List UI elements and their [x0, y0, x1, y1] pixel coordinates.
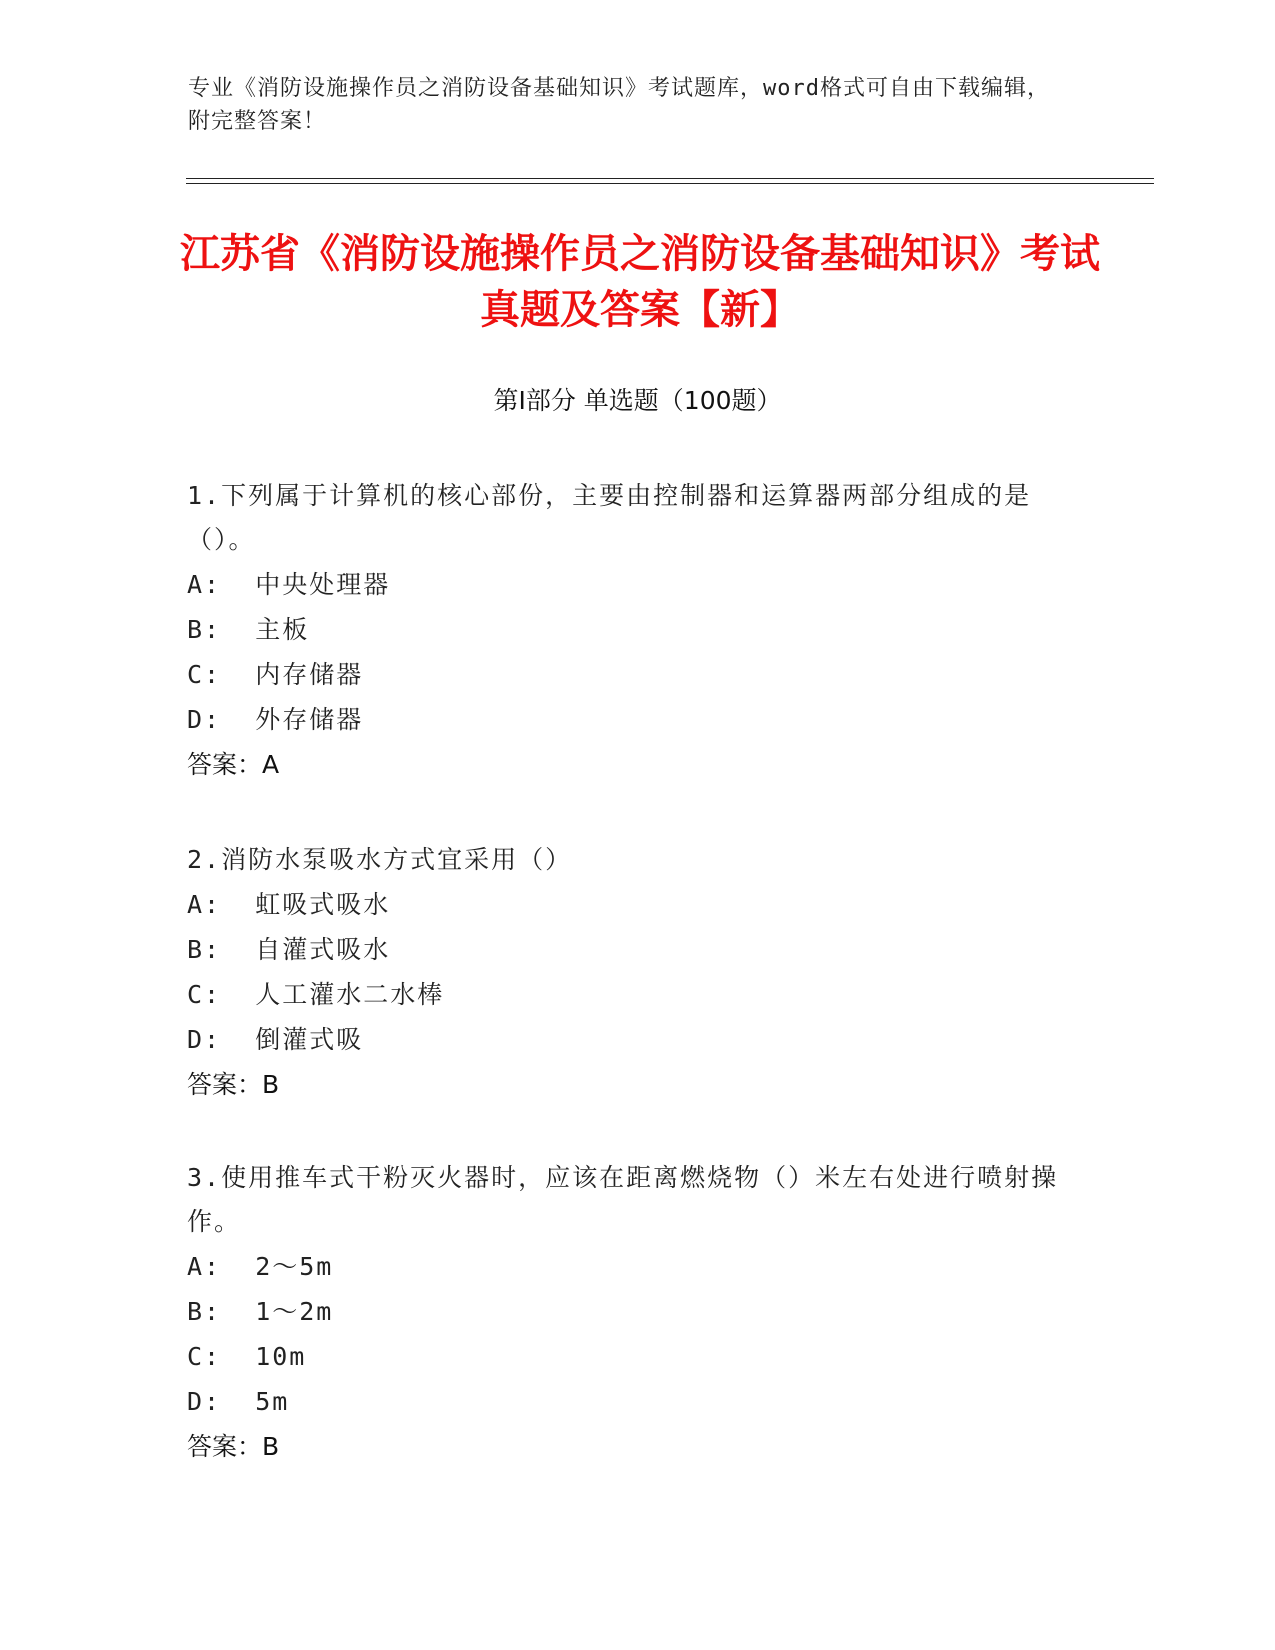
question-stem: 3.使用推车式干粉灭火器时，应该在距离燃烧物（）米左右处进行喷射操作。	[187, 1163, 1059, 1236]
option-c: C: 10m	[187, 1342, 307, 1371]
answer: 答案：B	[187, 1070, 280, 1099]
question-1	[187, 474, 1067, 788]
option-b: B: 1～2m	[187, 1297, 334, 1326]
option-d: D: 外存储器	[187, 705, 364, 734]
option-a: A: 中央处理器	[187, 570, 391, 599]
option-d: D: 5m	[187, 1387, 290, 1416]
section-title: 第Ⅰ部分 单选题（100题）	[493, 386, 782, 415]
answer: 答案：B	[187, 1432, 280, 1461]
answer: 答案：A	[187, 750, 280, 779]
option-c: C: 内存储器	[187, 660, 364, 689]
option-a: A: 虹吸式吸水	[187, 890, 391, 919]
option-c: C: 人工灌水二水棒	[187, 980, 445, 1009]
question-stem: 1.下列属于计算机的核心部份，主要由控制器和运算器两部分组成的是（）。	[187, 481, 1032, 554]
question-stem: 2.消防水泵吸水方式宜采用（）	[187, 845, 573, 874]
option-d: D: 倒灌式吸	[187, 1025, 364, 1054]
option-b: B: 自灌式吸水	[187, 935, 391, 964]
document-title: 江苏省《消防设施操作员之消防设备基础知识》考试真题及答案【新】	[180, 231, 1100, 333]
question-2	[187, 838, 1067, 1108]
question-3	[187, 1156, 1067, 1470]
header-divider-bottom	[186, 183, 1154, 184]
header-note: 专业《消防设施操作员之消防设备基础知识》考试题库，word格式可自由下载编辑，附完整答案！	[188, 76, 1050, 134]
header-divider-top	[186, 178, 1154, 179]
option-b: B: 主板	[187, 615, 310, 644]
option-a: A: 2～5m	[187, 1252, 334, 1281]
